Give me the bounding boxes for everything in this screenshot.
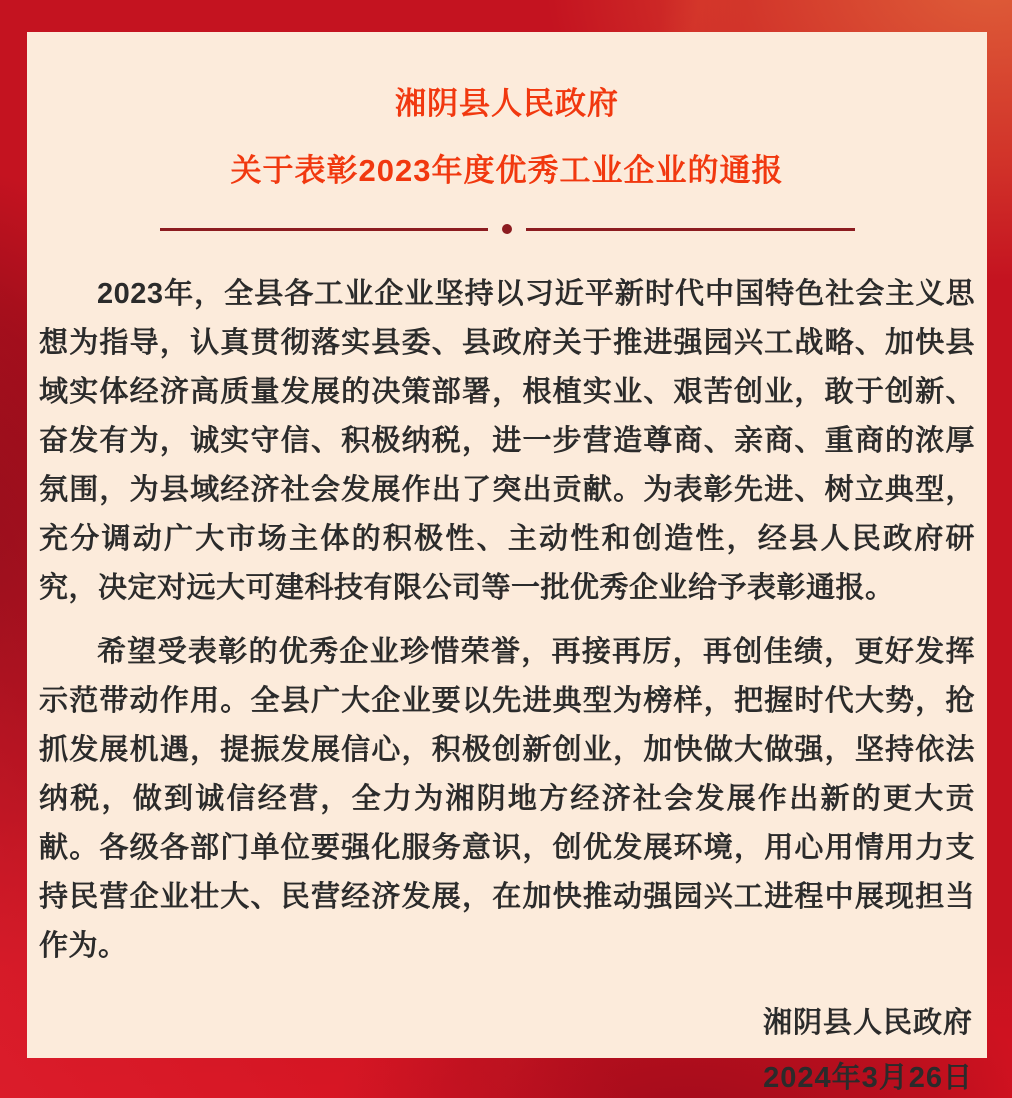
notice-document-card xyxy=(27,32,987,1094)
title-divider xyxy=(160,224,855,234)
document-subtitle: 关于表彰2023年度优秀工业企业的通报 xyxy=(230,153,784,188)
signature-block xyxy=(39,999,975,1098)
body-paragraph-2: 希望受表彰的优秀企业珍惜荣誉，再接再厉，再创佳绩，更好发挥示范带动作用。全县广大企业要以先进典型为榜样，把握时代大势，抢抓发展机遇，提振发展信心，积极创新创业，加快做大做强，坚持依法纳税，做到诚信经营，全力为湘阴地方经济社会发展作出新的更大贡献。各级各部门单位要强化服务意识，创优发展环境，用心用情用力支持民营企业壮大、民营经济发展，在加快推动强园兴工进程中展现担当作为。 xyxy=(39,636,975,962)
document-title: 湘阴县人民政府 xyxy=(395,86,619,121)
signature-date: 2024年3月26日 xyxy=(763,1062,973,1094)
divider-line-left xyxy=(160,228,489,231)
divider-dot-icon xyxy=(502,224,512,234)
document-body xyxy=(39,270,975,971)
divider-line-right xyxy=(526,228,855,231)
signature-issuer: 湘阴县人民政府 xyxy=(762,1007,973,1039)
body-paragraph-1: 2023年，全县各工业企业坚持以习近平新时代中国特色社会主义思想为指导，认真贯彻落实县委、县政府关于推进强园兴工战略、加快县域实体经济高质量发展的决策部署，根植实业、艰苦创业，敢于创新、奋发有为，诚实守信、积极纳税，进一步营造尊商、亲商、重商的浓厚氛围，为县域经济社会发展作出了突出贡献。为表彰先进、树立典型，充分调动广大市场主体的积极性、主动性和创造性，经县人民政府研究，决定对远大可建科技有限公司等一批优秀企业给予表彰通报。 xyxy=(39,278,975,604)
